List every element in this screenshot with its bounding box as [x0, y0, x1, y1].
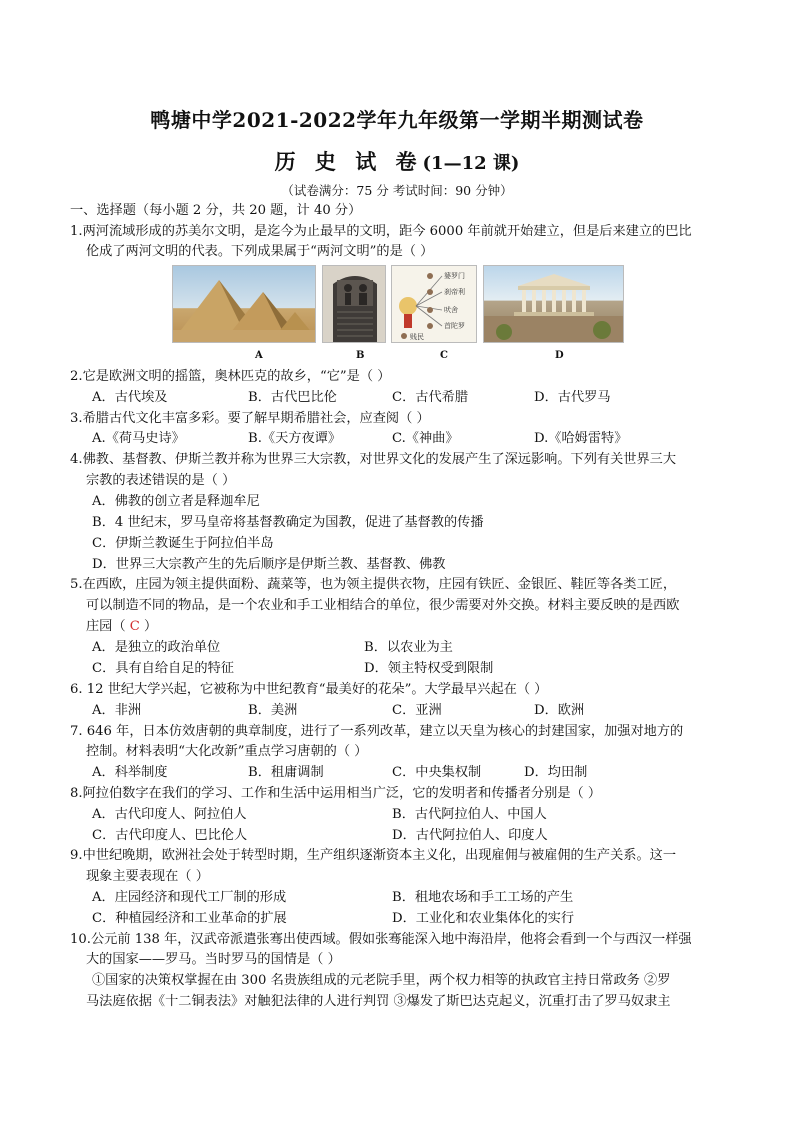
- exam-subtitle: [0, 146, 794, 176]
- pyramids-picture: [172, 265, 316, 343]
- q2-option-b: B．古代巴比伦: [248, 390, 337, 405]
- exam-meta: （试卷满分：75 分 考试时间：90 分钟）: [281, 183, 513, 198]
- q5-option-b: B．以农业为主: [364, 640, 453, 655]
- q2-option-c: C．古代希腊: [392, 390, 469, 405]
- q8-option-b: B．古代阿拉伯人、中国人: [392, 807, 547, 822]
- q10-stem-line2: 大的国家——罗马。当时罗马的国情是（ ）: [86, 952, 341, 967]
- caste-label-5: 贱民: [410, 333, 424, 341]
- q5-stem-line3: [86, 618, 157, 636]
- picture-label-c: C: [440, 350, 448, 361]
- q1-stem-line2: 伦成了两河文明的代表。下列成果属于“两河文明”的是（ ）: [86, 244, 434, 259]
- q7-option-b: B．租庸调制: [248, 765, 324, 780]
- q10-stem-line3: ①国家的决策权掌握在由 300 名贵族组成的元老院手里，两个权力相等的执政官主持日常政务 ②罗: [92, 973, 671, 988]
- q9-option-a: A．庄园经济和现代工厂制的形成: [92, 890, 287, 905]
- picture-label-d: D: [555, 350, 564, 361]
- q4-stem-line1: 4.佛教、基督教、伊斯兰教并称为世界三大宗教，对世界文化的发展产生了深远影响。下列有关世界三大: [70, 452, 677, 467]
- picture-label-b: B: [356, 350, 365, 361]
- q9-option-d: D．工业化和农业集体化的实行: [392, 911, 575, 926]
- parthenon-picture: [483, 265, 624, 343]
- q6-stem: 6. 12 世纪大学兴起，它被称为中世纪教育“最美好的花朵”。大学最早兴起在（ ）: [70, 682, 548, 697]
- q8-stem: 8.阿拉伯数字在我们的学习、工作和生活中运用相当广泛，它的发明者和传播者分别是（ ）: [70, 786, 602, 801]
- q5-stem-line3-pre: 庄园（: [86, 619, 130, 634]
- q5-option-c: C．具有自给自足的特征: [92, 661, 234, 676]
- q6-option-a: A．非洲: [92, 703, 142, 718]
- q7-option-a: A．科举制度: [92, 765, 168, 780]
- picture-label-a: A: [255, 350, 263, 361]
- caste-system-picture: [391, 265, 477, 343]
- q4-option-c: C．伊斯兰教诞生于阿拉伯半岛: [92, 536, 274, 551]
- q4-stem-line2: 宗教的表述错误的是（ ）: [86, 473, 236, 488]
- caste-label-3: 吠舍: [444, 306, 458, 314]
- q5-option-a: A．是独立的政治单位: [92, 640, 221, 655]
- q6-option-b: B．美洲: [248, 703, 298, 718]
- q1-picture-row: [172, 265, 624, 343]
- q8-option-d: D．古代阿拉伯人、印度人: [392, 828, 548, 843]
- q9-option-b: B．租地农场和手工工场的产生: [392, 890, 574, 905]
- section-heading: 一、选择题（每小题 2 分，共 20 题，计 40 分）: [70, 203, 362, 218]
- q4-option-b: B．4 世纪末，罗马皇帝将基督教确定为国教，促进了基督教的传播: [92, 515, 484, 530]
- q8-option-a: A．古代印度人、阿拉伯人: [92, 807, 247, 822]
- q6-option-c: C．亚洲: [392, 703, 442, 718]
- q2-stem: 2.它是欧洲文明的摇篮，奥林匹克的故乡，“它”是（ ）: [70, 369, 391, 384]
- q5-answer: C: [129, 619, 140, 634]
- q5-stem-line3-post: ）: [139, 619, 158, 634]
- q9-stem-line1: 9.中世纪晚期，欧洲社会处于转型时期，生产组织逐渐资本主义化，出现雇佣与被雇佣的生产关系。这一: [70, 848, 677, 863]
- subject-name: 历 史 试 卷: [274, 149, 423, 174]
- q7-stem-line2: 控制。材料表明“大化改新”重点学习唐朝的（ ）: [86, 744, 368, 759]
- q4-option-d: D．世界三大宗教产生的先后顺序是伊斯兰教、基督教、佛教: [92, 557, 446, 572]
- q9-option-c: C．种植园经济和工业革命的扩展: [92, 911, 287, 926]
- lesson-range: (1—12 课): [422, 153, 520, 174]
- q2-option-d: D．古代罗马: [534, 390, 611, 405]
- q6-option-d: D．欧洲: [534, 703, 585, 718]
- q7-option-c: C．中央集权制: [392, 765, 482, 780]
- caste-label-2: 刹帝利: [444, 288, 465, 296]
- code-of-hammurabi-picture: [322, 265, 386, 343]
- q7-option-d: D．均田制: [524, 765, 588, 780]
- q8-option-c: C．古代印度人、巴比伦人: [92, 828, 248, 843]
- q3-stem: 3.希腊古代文化丰富多彩。要了解早期希腊社会，应查阅（ ）: [70, 411, 430, 426]
- q5-option-d: D．领主特权受到限制: [364, 661, 494, 676]
- q10-stem-line4: 马法庭依据《十二铜表法》对触犯法律的人进行判罚 ③爆发了斯巴达克起义，沉重打击了罗马奴隶主: [86, 994, 671, 1009]
- q3-option-b: B.《天方夜谭》: [248, 431, 342, 446]
- q2-option-a: A．古代埃及: [92, 390, 168, 405]
- caste-label-4: 首陀罗: [444, 322, 465, 330]
- q7-stem-line1: 7. 646 年，日本仿效唐朝的典章制度，进行了一系列改革，建立以天皇为核心的封建国家，加强对地方的: [70, 724, 684, 739]
- q3-option-a: A.《荷马史诗》: [92, 431, 185, 446]
- q9-stem-line2: 现象主要表现在（ ）: [86, 869, 209, 884]
- caste-label-1: 婆罗门: [444, 272, 465, 280]
- q3-option-d: D.《哈姆雷特》: [534, 431, 628, 446]
- q10-stem-line1: 10.公元前 138 年，汉武帝派遣张骞出使西域。假如张骞能深入地中海沿岸，他将会看到一个与西汉一样强: [70, 932, 692, 947]
- q1-stem-line1: 1.两河流域形成的苏美尔文明，是迄今为止最早的文明，距今 6000 年前就开始建立，但是后来建立的巴比: [70, 224, 692, 239]
- q5-stem-line1: 5.在西欧，庄园为领主提供面粉、蔬菜等，也为领主提供衣物，庄园有铁匠、金银匠、鞋匠等各类工匠，: [70, 577, 677, 592]
- q3-option-c: C.《神曲》: [392, 431, 459, 446]
- q4-option-a: A．佛教的创立者是释迦牟尼: [92, 494, 260, 509]
- q5-stem-line2: 可以制造不同的物品，是一个农业和手工业相结合的单位，很少需要对外交换。材料主要反映的是西欧: [86, 598, 680, 613]
- exam-title: 鸭塘中学2021-2022学年九年级第一学期半期测试卷: [150, 108, 644, 132]
